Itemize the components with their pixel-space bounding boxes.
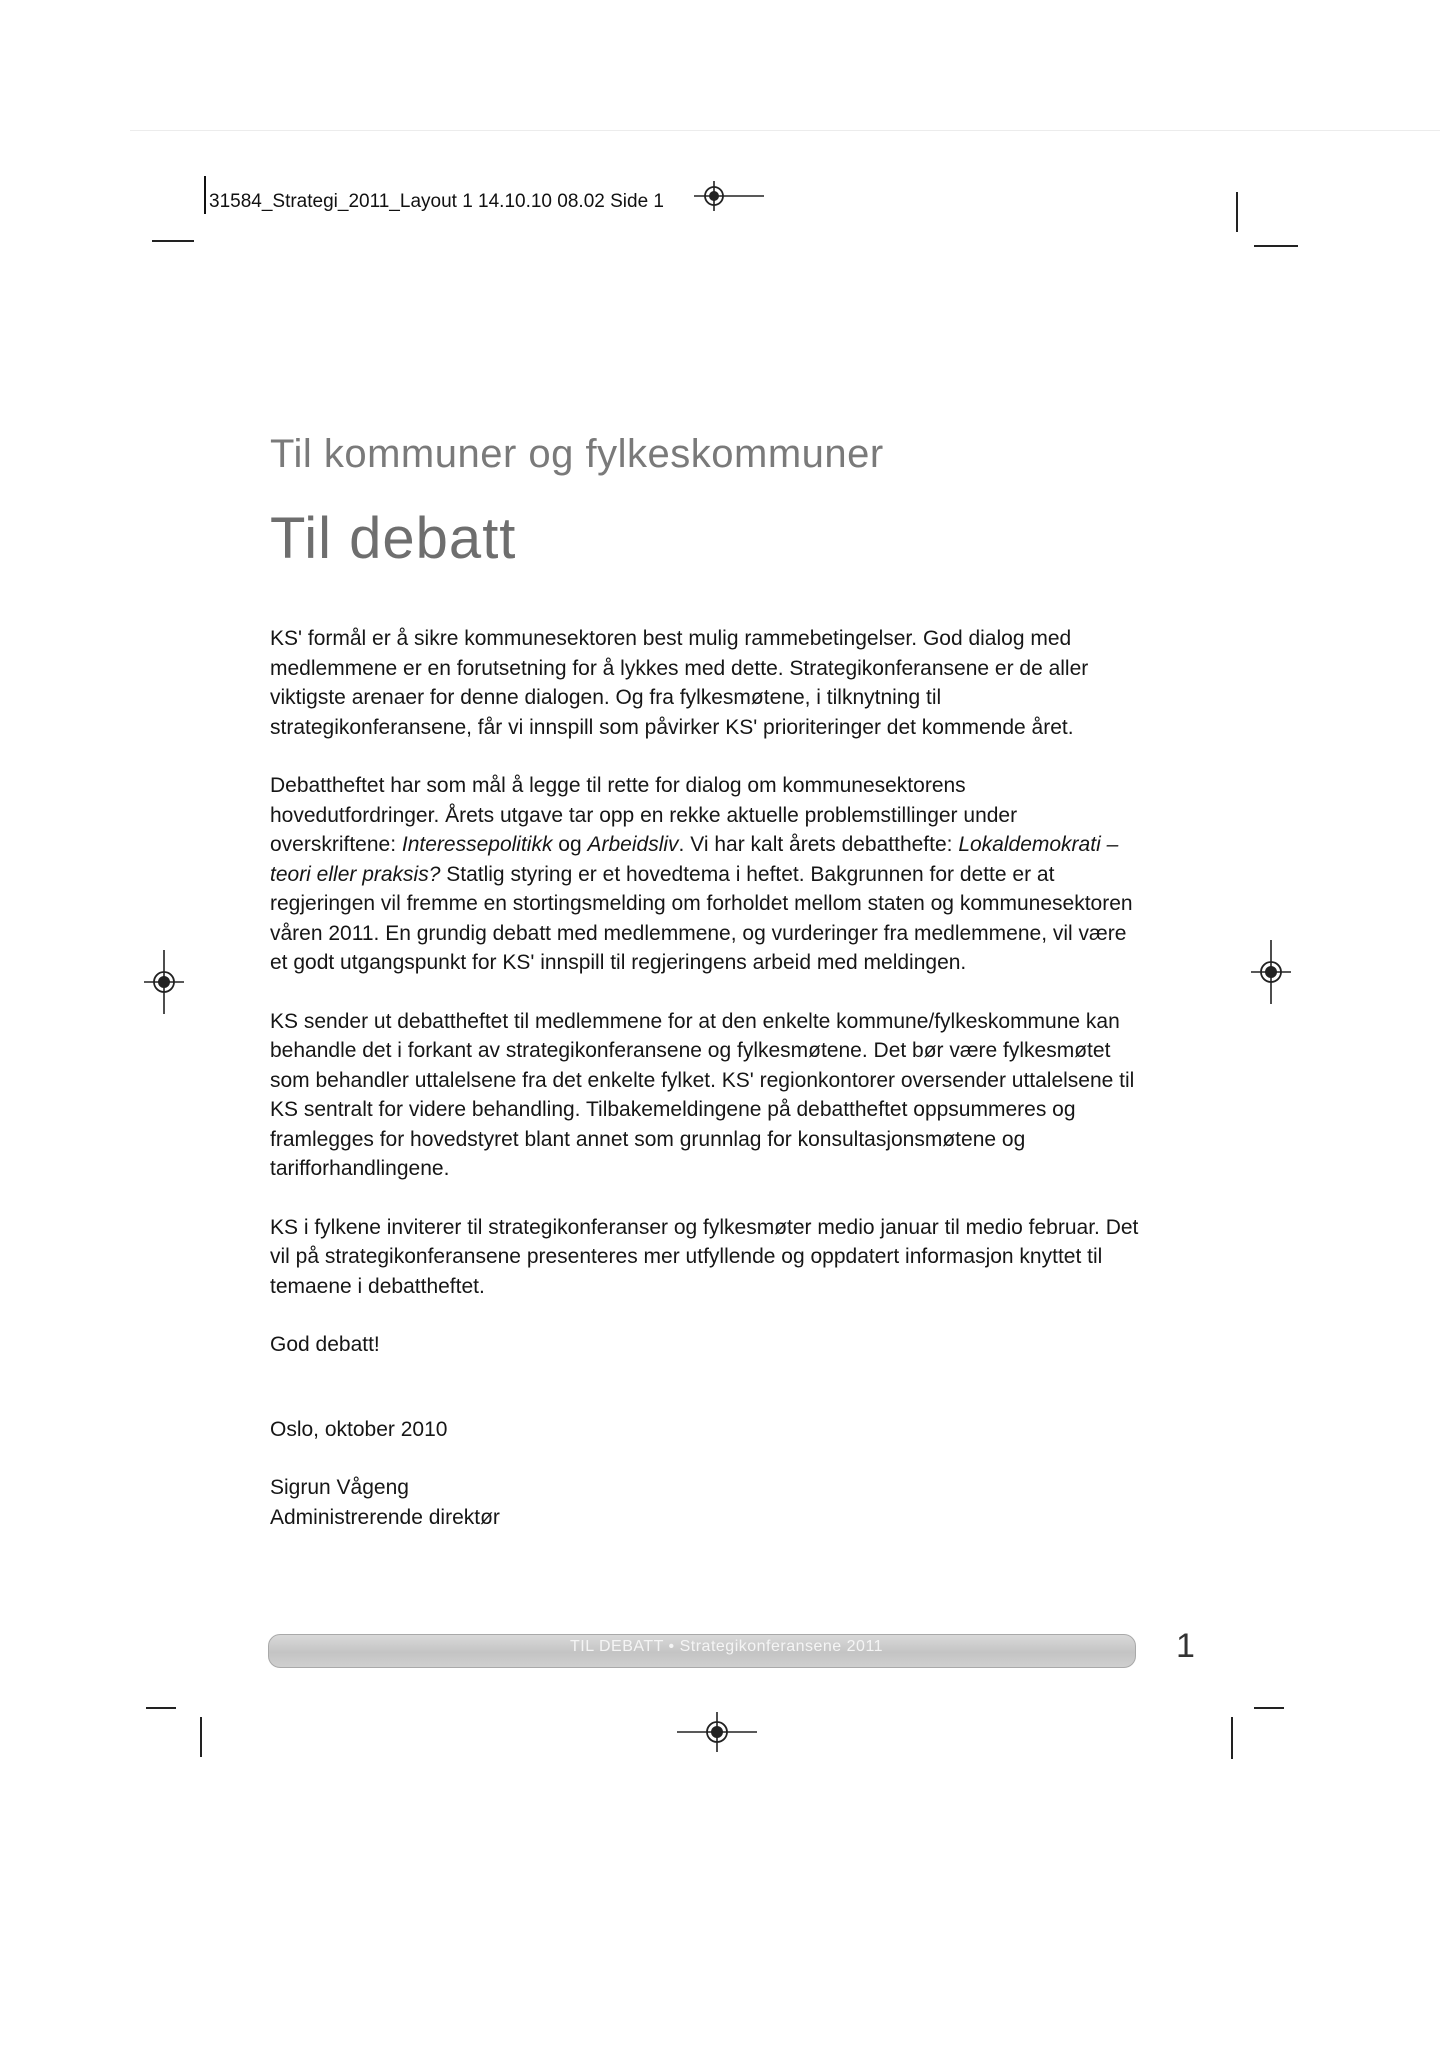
registration-mark-right bbox=[1251, 940, 1291, 1004]
page-title: Til debatt bbox=[270, 506, 517, 571]
letter-body bbox=[270, 624, 1140, 1532]
paragraph-2-text-d: Statlig styring er et hovedtema i heftet. Bakgrunnen for dette er at regjeringen vil fremme en stortingsmelding om forholdet mellom staten og kommunesektoren våren 2011. En grundig debatt med medlemmene, og vurderinger fra medlemmene, vil være et godt utgangspunkt for KS' innspill til regjeringens arbeid med meldingen. bbox=[270, 862, 1133, 974]
paragraph-1: KS' formål er å sikre kommunesektoren best mulig rammebetingelser. God dialog med medlemmene er en forutsetning for å lykkes med dette. Strategikonferansene er de aller viktigste arenaer for denne dialogen. Og fra fylkesmøtene, i tilknytning til strategikonferansene, får vi innspill som påvirker KS' prioriteringer det kommende året. bbox=[270, 627, 1089, 739]
closing-line: God debatt! bbox=[270, 1333, 380, 1356]
registration-mark-left bbox=[144, 950, 184, 1014]
paragraph-2-text-b: og bbox=[552, 833, 588, 856]
crop-mark-bottom-right-h bbox=[1254, 1707, 1284, 1709]
paragraph-4: KS i fylkene inviterer til strategikonferanser og fylkesmøter medio januar til medio februar. Det vil på strategikonferansene presenteres mer utfyllende og oppdatert informasjon knyttet til temaene i debattheftet. bbox=[270, 1215, 1139, 1298]
scan-edge-line bbox=[130, 130, 1440, 131]
registration-mark-top bbox=[694, 181, 764, 211]
page-kicker: Til kommuner og fylkeskommuner bbox=[270, 432, 884, 476]
crop-mark-top-right-h bbox=[1254, 245, 1298, 247]
crop-mark-top-right-v bbox=[1236, 192, 1238, 232]
slug-line: 31584_Strategi_2011_Layout 1 14.10.10 08.02 Side 1 bbox=[209, 191, 664, 212]
paragraph-2-text-c: . Vi har kalt årets debatthefte: bbox=[678, 833, 959, 856]
crop-mark-bottom-left-h bbox=[146, 1707, 176, 1709]
paragraph-2-italic-1: Interessepolitikk bbox=[401, 833, 553, 856]
footer-band-text: TIL DEBATT • Strategikonferansene 2011 bbox=[570, 1638, 884, 1655]
page-number: 1 bbox=[1176, 1627, 1195, 1665]
paragraph-2-italic-2: Arbeidsliv bbox=[587, 833, 679, 856]
place-date: Oslo, oktober 2010 bbox=[270, 1417, 448, 1441]
registration-mark-bottom bbox=[677, 1712, 757, 1752]
signer-title: Administrerende direktør bbox=[270, 1505, 500, 1529]
signer-name: Sigrun Vågeng bbox=[270, 1476, 409, 1499]
paragraph-3: KS sender ut debattheftet til medlemmene for at den enkelte kommune/fylkeskommune kan behandle det i forkant av strategikonferansene og fylkesmøtene. Det bør være fylkesmøtet som behandler uttalelsene fra det enkelte fylket. KS' regionkontorer oversender uttalelsene til KS sentralt for videre behandling. Tilbakemeldingene på debattheftet oppsummeres og framlegges for hovedstyret blant annet som grunnlag for konsultasjonsmøtene og tarifforhandlingene. bbox=[270, 1009, 1135, 1180]
paragraph-2 bbox=[270, 771, 1140, 978]
paragraph-2-italic-3: Lokaldemokrati – teori eller praksis? bbox=[270, 833, 1119, 886]
crop-mark-top-left bbox=[152, 240, 194, 242]
crop-mark-bottom-right-v bbox=[1231, 1717, 1233, 1759]
crop-mark-bottom-left-v bbox=[200, 1717, 202, 1757]
paragraph-2-text-a: Debattheftet har som mål å legge til rette for dialog om kommunesektorens hovedutfordringer. Årets utgave tar opp en rekke aktuelle problemstillinger under overskriftene: bbox=[270, 774, 1018, 856]
slug-bar bbox=[204, 176, 206, 214]
